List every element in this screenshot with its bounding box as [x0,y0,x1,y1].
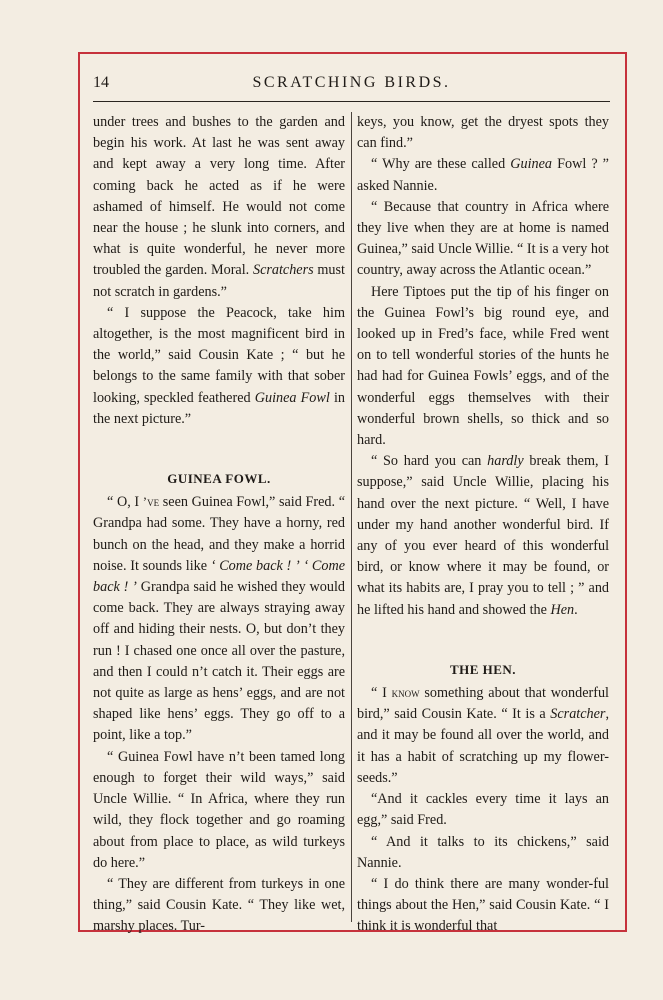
paragraph: “ I do think there are many wonder-ful things about the Hen,” said Cousin Kate. “ I think it is wonderful that [357,875,610,935]
section-heading-the-hen: THE HEN. [449,661,517,677]
page-number: 14 [93,74,109,91]
paragraph: Here Tiptoes put the tip of his finger on the Guinea Fowl’s big round eye, and looked up in Fred’s face, while Fred went on to tell wonderful stories of the hunts he had had for Guinea Fowls’ eggs, and of the wonderful eggs themselves with their wonderful brown shells, so thick and so hard. [357,283,610,449]
paragraph: “ So hard you can hardly break them, I suppose,” said Uncle Willie, placing his hand over the next picture. “ Well, I have under my hand another wonderful bird. If any of you ever heard of this wonderful bird, or know where it may be found, or what its habits are, I pray you to tell ; ” and he lifted his hand and showed the Hen. [357,453,610,618]
right-column [357,112,609,938]
paragraph: under trees and bushes to the garden and begin his work. At last he was sent away and kept away a very long time. After coming back he acted as if he were ashamed of himself. He would not come near the house ; he slunk into corners, and what is quite wonderful, he never more troubled the garden. Moral. Scratchers must not scratch in gardens.” [93,114,346,300]
column-divider [351,112,352,922]
paragraph: “ O, I ’ve seen Guinea Fowl,” said Fred. “ Grandpa had some. They have a horny, red bunch on the head, and they make a horrid noise. It sounds like ‘ Come back ! ’ ‘ Come back ! ’ Grandpa said he wished they would come back. They are always straying away off and hiding their nests. O, but don’t they run ! I chased one once all over the pasture, and then I could n’t catch it. Their eggs are not quite as large as hens’ eggs, and are not shaped like hens’ eggs. They go off to a point, like a top.” [93,494,346,744]
paragraph: “ And it talks to its chickens,” said Nannie. [357,833,609,871]
paragraph: “ Guinea Fowl have n’t been tamed long enough to forget their wild ways,” said Uncle Willie. “ In Africa, where they run wild, they flock together and go roaming about from place to place, as wild turkeys do here.” [93,748,346,871]
page-header [93,72,610,98]
paragraph: “ I suppose the Peacock, take him altogether, is the most magnificent bird in the world,” said Cousin Kate ; “ but he belongs to the same family with that sober looking, speckled feathered Guinea Fowl in the next picture.” [93,304,346,427]
paragraph: “And it cackles every time it lays an egg,” said Fred. [357,791,609,829]
paragraph: “ They are different from turkeys in one thing,” said Cousin Kate. “ They like wet, marshy places. Tur- [93,875,346,935]
running-title: SCRATCHING BIRDS. [252,74,451,91]
paragraph: “ Because that country in Africa where they live when they are at home is named Guinea,” said Uncle Willie. “ It is a very hot country, away across the Atlantic ocean.” [357,198,610,279]
paragraph: keys, you know, get the dryest spots they can find.” [357,114,609,152]
section-heading-guinea-fowl: GUINEA FOWL. [167,471,271,487]
header-rule [93,101,610,102]
paragraph: “ I know something about that wonderful bird,” said Cousin Kate. “ It is a Scratcher, and it may be found all over the world, and it has a habit of scratching up my flower-seeds.” [357,685,610,786]
left-column [93,112,345,938]
paragraph: “ Why are these called Guinea Fowl ? ” asked Nannie. [357,156,609,194]
